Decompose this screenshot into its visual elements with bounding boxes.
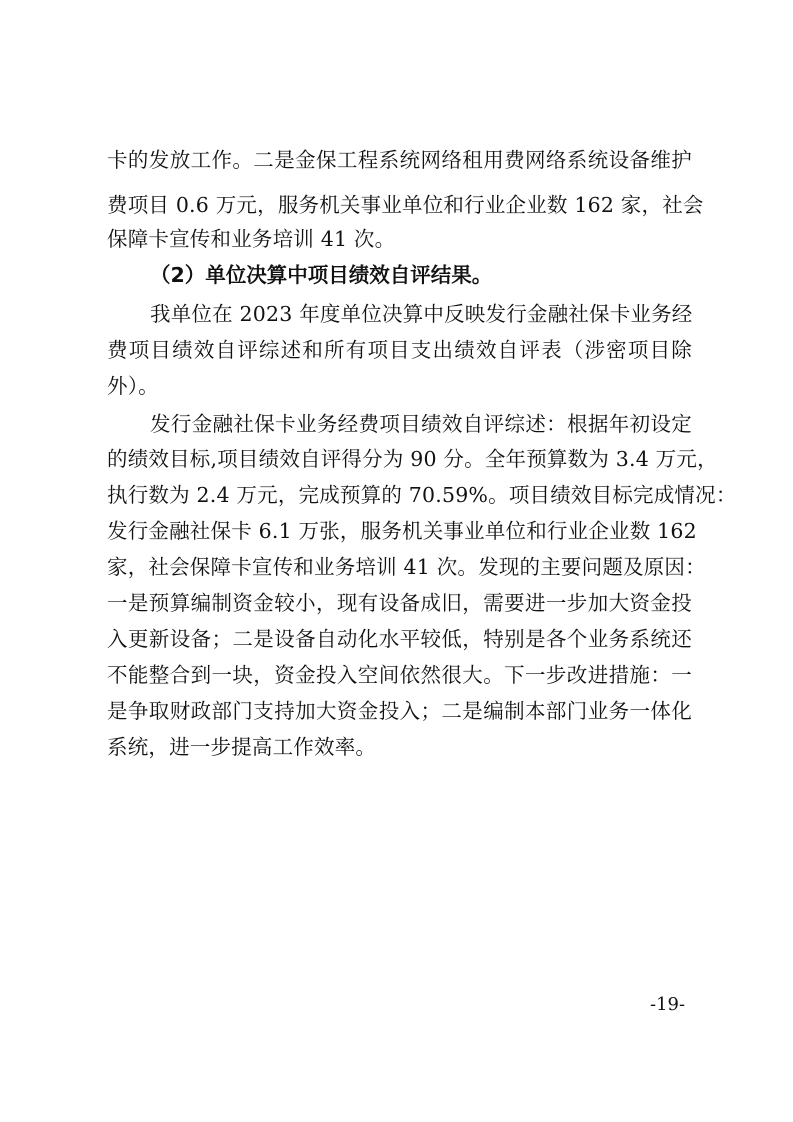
paragraph-line: 家，社会保障卡宣传和业务培训 41 次。发现的主要问题及原因： [107, 555, 706, 579]
paragraph-line: 执行数为 2.4 万元，完成预算的 70.59%。项目绩效目标完成情况： [107, 483, 737, 507]
paragraph-line: 发行金融社保卡业务经费项目绩效自评综述：根据年初设定 [150, 412, 692, 436]
paragraph-line: 费项目 0.6 万元，服务机关事业单位和行业企业数 162 家，社会 [107, 193, 704, 217]
paragraph-line: 入更新设备；二是设备自动化水平较低，特别是各个业务系统还 [107, 627, 692, 651]
section-heading: （2）单位决算中项目绩效自评结果。 [150, 263, 493, 287]
paragraph-line: 费项目绩效自评综述和所有项目支出绩效自评表（涉密项目除 [107, 338, 692, 362]
paragraph-line: 卡的发放工作。二是金保工程系统网络租用费网络系统设备维护 [107, 148, 692, 172]
page-number: -19- [650, 994, 686, 1015]
paragraph-line: 一是预算编制资金较小，现有设备成旧，需要进一步加大资金投 [107, 591, 692, 615]
paragraph-line: 我单位在 2023 年度单位决算中反映发行金融社保卡业务经 [150, 302, 693, 326]
paragraph-line: 不能整合到一块，资金投入空间依然很大。下一步改进措施：一 [107, 663, 692, 687]
paragraph-line: 系统，进一步提高工作效率。 [107, 735, 377, 759]
paragraph-line: 的绩效目标,项目绩效自评得分为 90 分。全年预算数为 3.4 万元， [107, 447, 718, 471]
paragraph-line: 外）。 [107, 374, 159, 398]
paragraph-line: 是争取财政部门支持加大资金投入；二是编制本部门业务一体化 [107, 699, 692, 723]
paragraph-line: 保障卡宣传和业务培训 41 次。 [107, 227, 396, 251]
paragraph-line: 发行金融社保卡 6.1 万张，服务机关事业单位和行业企业数 162 [107, 519, 697, 543]
